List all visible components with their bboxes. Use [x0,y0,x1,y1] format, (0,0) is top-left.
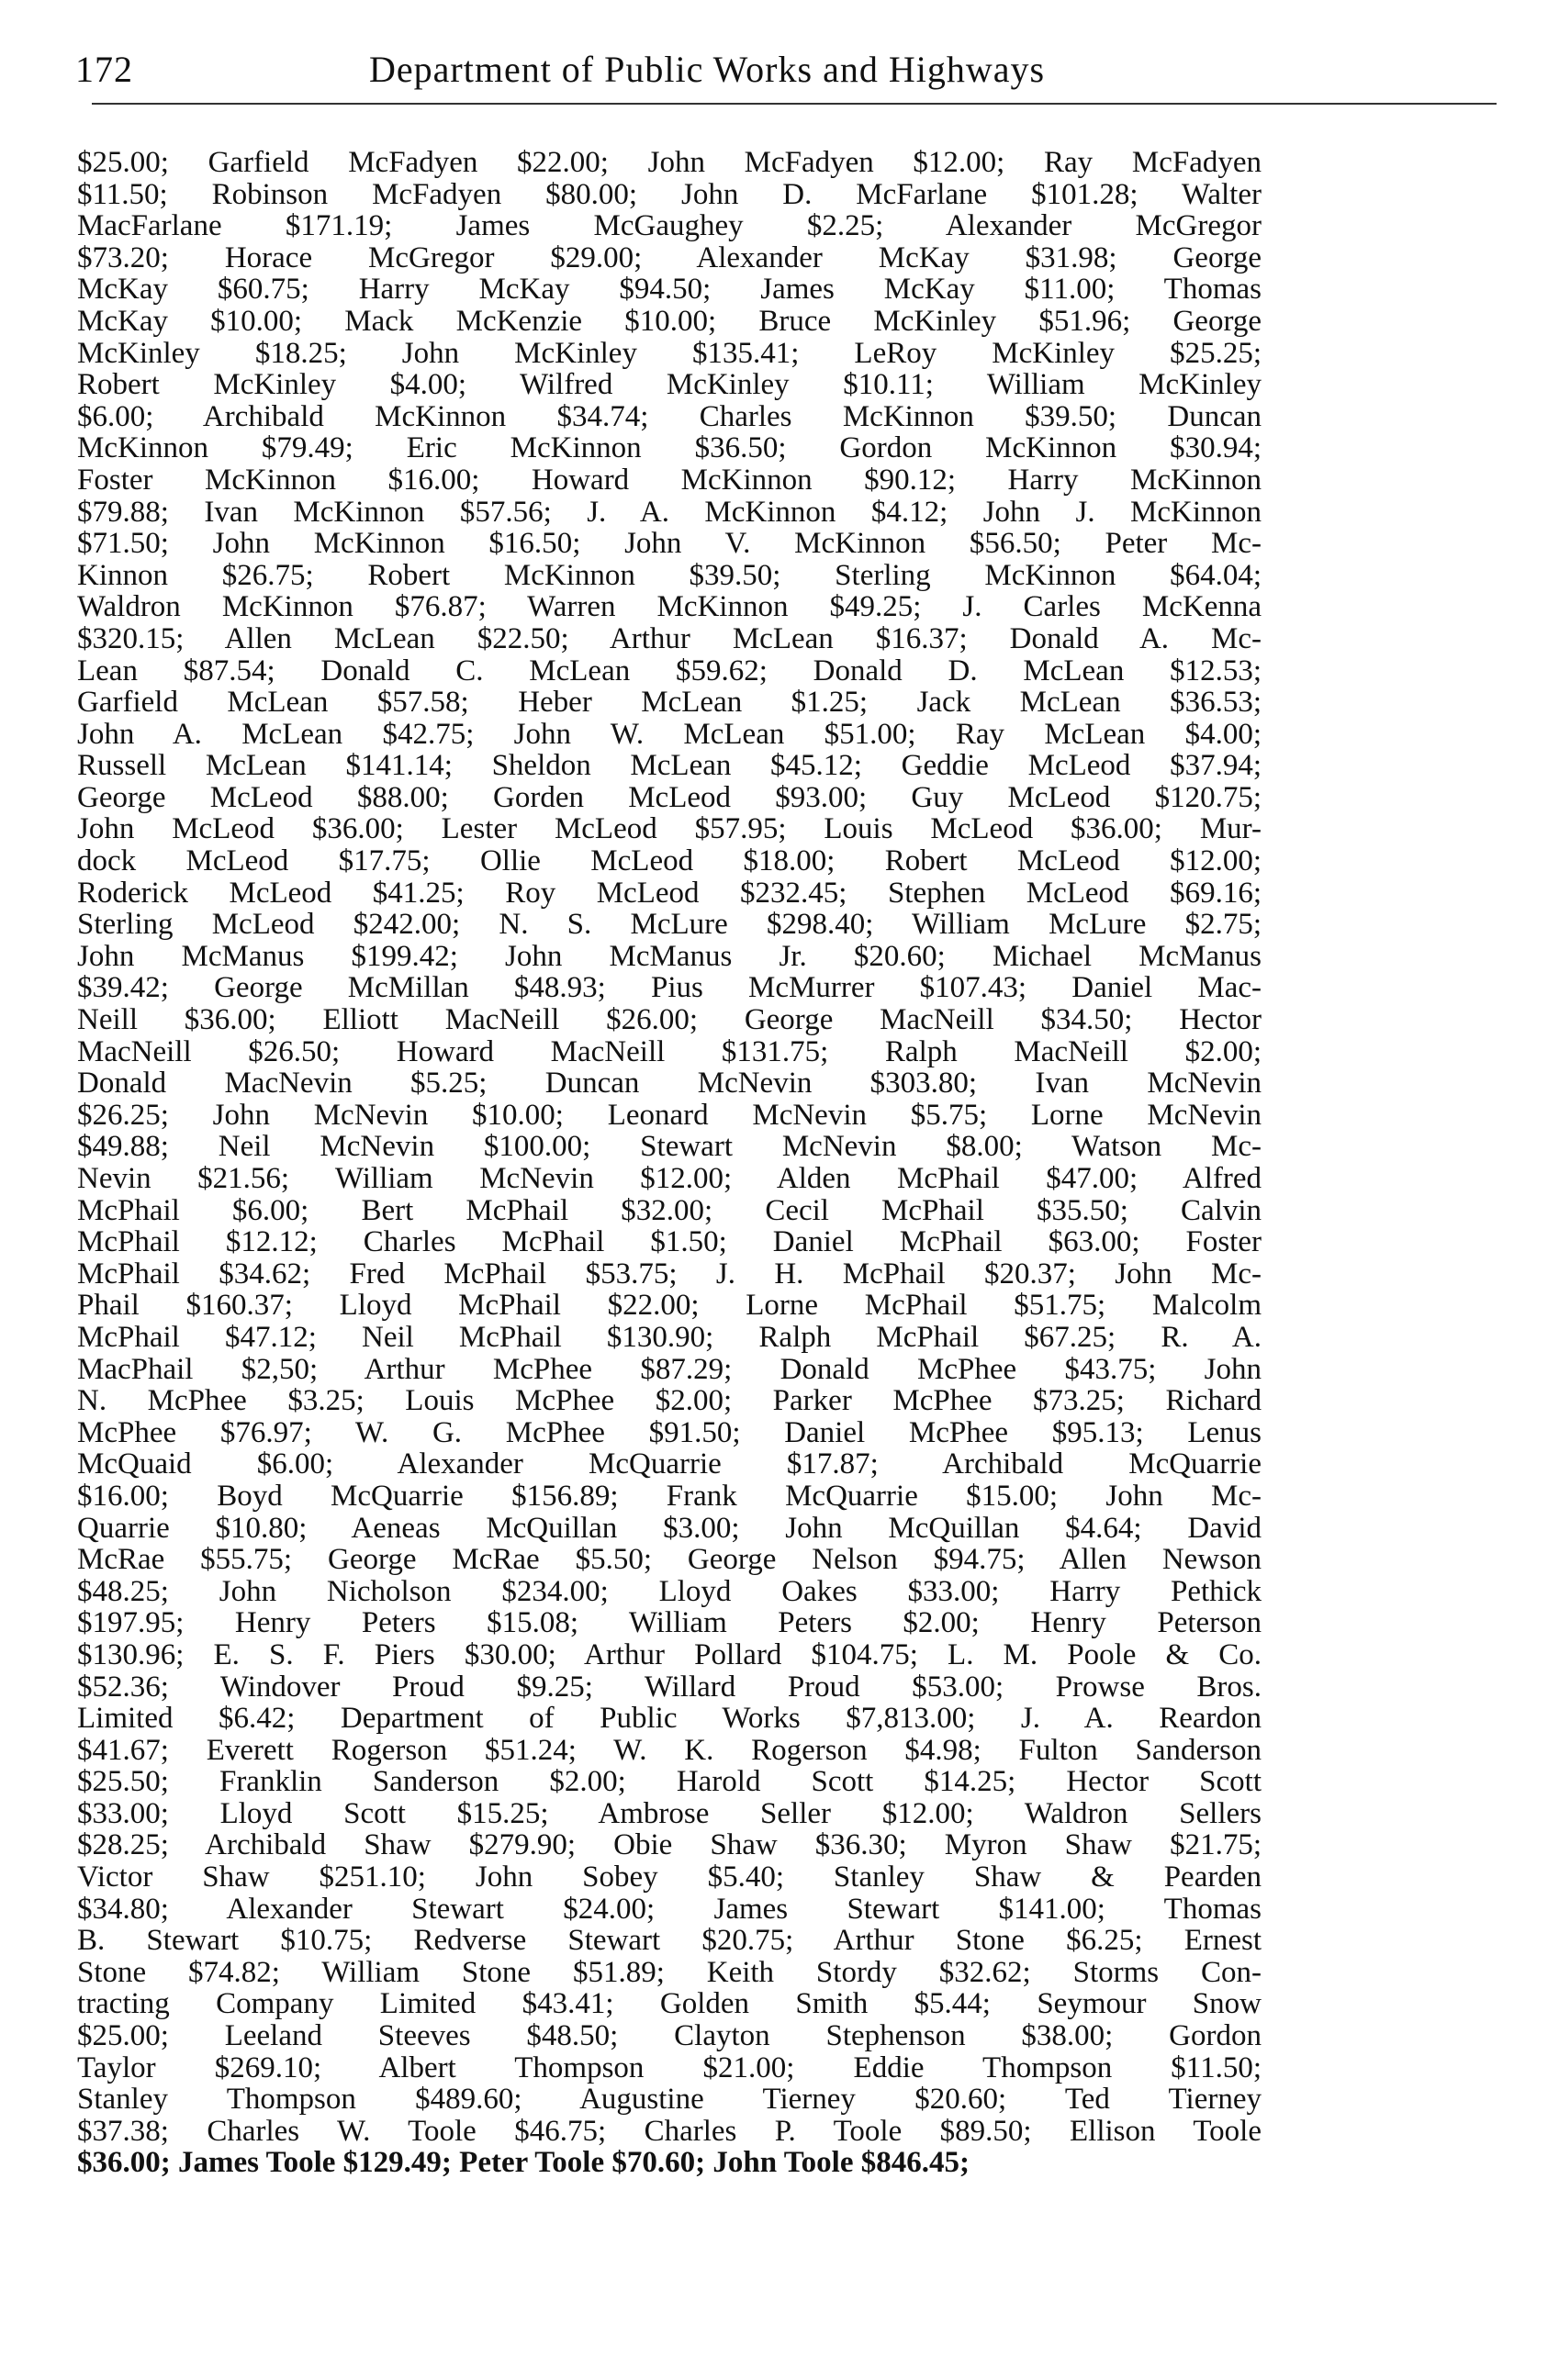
text-line: McPhee $76.97; W. G. McPhee $91.50; Daniel McPhee $95.13; Lenus [77,1416,1262,1449]
text-line: $6.00; Archibald McKinnon $34.74; Charles McKinnon $39.50; Duncan [77,400,1262,433]
text-line: Limited $6.42; Department of Public Works $7,813.00; J. A. Reardon [77,1703,1262,1735]
text-line: Foster McKinnon $16.00; Howard McKinnon $90.12; Harry McKinnon [77,464,1262,497]
text-line: $34.80; Alexander Stewart $24.00; James Stewart $141.00; Thomas [77,1893,1262,1926]
body-text [77,147,1262,2179]
text-line: McKay $60.75; Harry McKay $94.50; James McKay $11.00; Thomas [77,274,1262,306]
text-line: $73.20; Horace McGregor $29.00; Alexander McKay $31.98; George [77,241,1262,274]
text-line: $41.67; Everett Rogerson $51.24; W. K. Rogerson $4.98; Fulton Sanderson [77,1734,1262,1767]
text-line: Garfield McLean $57.58; Heber McLean $1.25; Jack McLean $36.53; [77,687,1262,719]
text-line: McPhail $6.00; Bert McPhail $32.00; Cecil McPhail $35.50; Calvin [77,1194,1262,1227]
text-line: Robert McKinley $4.00; Wilfred McKinley $10.11; William McKinley [77,369,1262,401]
page-number: 172 [75,49,133,90]
text-line: $71.50; John McKinnon $16.50; John V. McKinnon $56.50; Peter Mc- [77,528,1262,560]
text-line: $48.25; John Nicholson $234.00; Lloyd Oakes $33.00; Harry Pethick [77,1575,1262,1608]
text-line: McQuaid $6.00; Alexander McQuarrie $17.87; Archibald McQuarrie [77,1448,1262,1481]
text-line: Phail $160.37; Lloyd McPhail $22.00; Lorne McPhail $51.75; Malcolm [77,1290,1262,1322]
text-line: $37.38; Charles W. Toole $46.75; Charles P. Toole $89.50; Ellison Toole [77,2115,1262,2148]
text-line: $25.00; Leeland Steeves $48.50; Clayton Stephenson $38.00; Gordon [77,2020,1262,2052]
text-line: McPhail $34.62; Fred McPhail $53.75; J. H. McPhail $20.37; John Mc- [77,1257,1262,1291]
text-line: McPhail $47.12; Neil McPhail $130.90; Ralph McPhail $67.25; R. A. [77,1321,1262,1354]
text-line: Lean $87.54; Donald C. McLean $59.62; Donald D. McLean $12.53; [77,654,1262,687]
text-line: Stone $74.82; William Stone $51.89; Keith Stordy $32.62; Storms Con- [77,1956,1262,1989]
text-line: McKay $10.00; Mack McKenzie $10.00; Bruce McKinley $51.96; George [77,305,1262,338]
text-line: MacFarlane $171.19; James McGaughey $2.25; Alexander McGregor [77,210,1262,242]
running-title: Department of Public Works and Highways [369,49,1046,90]
text-line: McPhail $12.12; Charles McPhail $1.50; Daniel McPhail $63.00; Foster [77,1226,1262,1258]
text-line: $52.36; Windover Proud $9.25; Willard Proud $53.00; Prowse Bros. [77,1670,1262,1704]
text-line: John McLeod $36.00; Lester McLeod $57.95; Louis McLeod $36.00; Mur- [77,813,1262,846]
header-rule [92,103,1497,105]
text-line: $36.00; James Toole $129.49; Peter Toole $70.60; John Toole $846.45; [77,2147,970,2179]
text-line: $130.96; E. S. F. Piers $30.00; Arthur Pollard $104.75; L. M. Poole & Co. [77,1638,1262,1671]
text-line: $49.88; Neil McNevin $100.00; Stewart McNevin $8.00; Watson Mc- [77,1131,1262,1163]
page-header [75,44,1223,99]
text-line: $26.25; John McNevin $10.00; Leonard McNevin $5.75; Lorne McNevin [77,1099,1262,1132]
text-line: $79.88; Ivan McKinnon $57.56; J. A. McKinnon $4.12; John J. McKinnon [77,496,1262,529]
text-line: $25.00; Garfield McFadyen $22.00; John McFadyen $12.00; Ray McFadyen [77,147,1262,179]
text-line: Quarrie $10.80; Aeneas McQuillan $3.00; John McQuillan $4.64; David [77,1512,1262,1545]
text-line: McKinley $18.25; John McKinley $135.41; LeRoy McKinley $25.25; [77,337,1262,370]
text-line: dock McLeod $17.75; Ollie McLeod $18.00; Robert McLeod $12.00; [77,845,1262,877]
text-line: John McManus $199.42; John McManus Jr. $20.60; Michael McManus [77,940,1262,973]
text-line: George McLeod $88.00; Gorden McLeod $93.00; Guy McLeod $120.75; [77,781,1262,814]
text-line: MacPhail $2,50; Arthur McPhee $87.29; Donald McPhee $43.75; John [77,1353,1262,1386]
text-line: B. Stewart $10.75; Redverse Stewart $20.75; Arthur Stone $6.25; Ernest [77,1925,1262,1957]
text-line: $197.95; Henry Peters $15.08; William Peters $2.00; Henry Peterson [77,1607,1262,1639]
text-line: $25.50; Franklin Sanderson $2.00; Harold Scott $14.25; Hector Scott [77,1766,1262,1798]
text-line: Sterling McLeod $242.00; N. S. McLure $298.40; William McLure $2.75; [77,909,1262,941]
text-line: tracting Company Limited $43.41; Golden Smith $5.44; Seymour Snow [77,1988,1262,2021]
text-line: $39.42; George McMillan $48.93; Pius McMurrer $107.43; Daniel Mac- [77,972,1262,1005]
text-line: Kinnon $26.75; Robert McKinnon $39.50; Sterling McKinnon $64.04; [77,559,1262,592]
text-line: MacNeill $26.50; Howard MacNeill $131.75; Ralph MacNeill $2.00; [77,1035,1262,1068]
text-line: $320.15; Allen McLean $22.50; Arthur McLean $16.37; Donald A. Mc- [77,622,1262,655]
text-line: Neill $36.00; Elliott MacNeill $26.00; George MacNeill $34.50; Hector [77,1004,1262,1036]
text-line: $16.00; Boyd McQuarrie $156.89; Frank McQuarrie $15.00; John Mc- [77,1480,1262,1513]
text-line: $11.50; Robinson McFadyen $80.00; John D. McFarlane $101.28; Walter [77,178,1262,211]
text-line: $33.00; Lloyd Scott $15.25; Ambrose Seller $12.00; Waldron Sellers [77,1797,1262,1830]
text-line: N. McPhee $3.25; Louis McPhee $2.00; Parker McPhee $73.25; Richard [77,1385,1262,1417]
text-line: Russell McLean $141.14; Sheldon McLean $45.12; Geddie McLeod $37.94; [77,750,1262,782]
text-line: Waldron McKinnon $76.87; Warren McKinnon $49.25; J. Carles McKenna [77,591,1262,623]
text-line: McKinnon $79.49; Eric McKinnon $36.50; Gordon McKinnon $30.94; [77,432,1262,464]
text-line: McRae $55.75; George McRae $5.50; George Nelson $94.75; Allen Newson [77,1544,1262,1576]
text-line: Taylor $269.10; Albert Thompson $21.00; Eddie Thompson $11.50; [77,2051,1262,2084]
text-line: Stanley Thompson $489.60; Augustine Tierney $20.60; Ted Tierney [77,2084,1262,2116]
text-line: Nevin $21.56; William McNevin $12.00; Alden McPhail $47.00; Alfred [77,1163,1262,1195]
text-line: Roderick McLeod $41.25; Roy McLeod $232.45; Stephen McLeod $69.16; [77,877,1262,910]
text-line: Donald MacNevin $5.25; Duncan McNevin $303.80; Ivan McNevin [77,1067,1262,1100]
text-line: John A. McLean $42.75; John W. McLean $51.00; Ray McLean $4.00; [77,718,1262,751]
text-line: $28.25; Archibald Shaw $279.90; Obie Shaw $36.30; Myron Shaw $21.75; [77,1829,1262,1862]
text-line: Victor Shaw $251.10; John Sobey $5.40; Stanley Shaw & Pearden [77,1861,1262,1894]
